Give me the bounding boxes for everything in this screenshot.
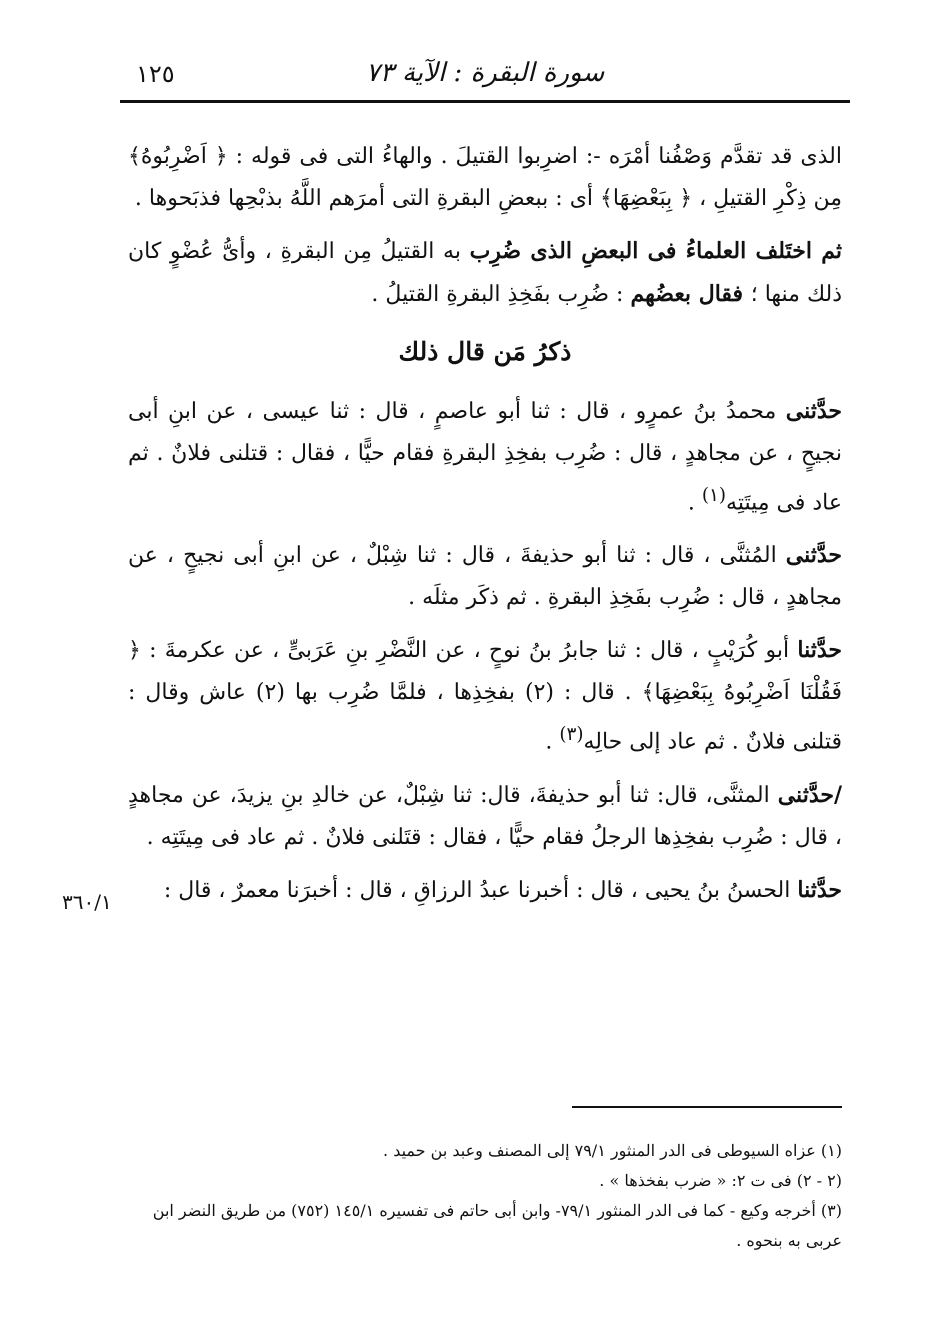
narration-lead: حدَّثنى	[785, 398, 842, 424]
narration-3	[128, 629, 842, 763]
page-number: ١٢٥	[136, 60, 175, 88]
intro-lead: ثم اختَلف العلماءُ فى البعضِ الذى ضُرِب	[469, 238, 842, 264]
narration-lead: /حدَّثنى	[777, 781, 842, 808]
narration-lead: حدَّثنا	[797, 876, 842, 903]
narration-text: المُثنَّى ، قال : ثنا أبو حذيفةَ ، قال : ثنا شِبْلٌ ، عن ابنِ أبى نجيحٍ ، عن مجاهدٍ ، قال : ضُرِب بفَخِذِ البقرةِ . ثم ذكَر مثلَه .	[128, 543, 842, 611]
footnote-2: (٢ - ٢) فى ت ٢: « ضرب بفخذها » .	[599, 1171, 842, 1190]
intro-text: به القتيلُ مِن البقرةِ ، وأىُّ عُضْوٍ كان ذلك منها ؛	[128, 239, 842, 307]
intro-paragraph-1: الذى قد تقدَّم وَصْفُنا أمْرَه -: اضرِبوا القتيلَ . والهاءُ التى فى قوله : ﴿ اَضْرِبُوهُ﴾ مِن ذِكْرِ القتيلِ ، ﴿ بِبَعْضِهَا﴾ أى : ببعضِ البقرةِ التى أمرَهم اللَّهُ بذبْحِها فذبَحوها .	[128, 144, 842, 211]
narration-lead: حدَّثنى	[785, 542, 842, 569]
intro-lead-2: فقال بعضُهم	[630, 281, 751, 307]
footnote-1: (١) عزاه السيوطى فى الدر المنثور ٧٩/١ إلى المصنف وعبد بن حميد .	[383, 1141, 842, 1160]
footnote-3: (٣) أخرجه وكيع - كما فى الدر المنثور ٧٩/١- وابن أبى حاتم فى تفسيره ١٤٥/١ (٧٥٢) من طريق النضر ابن عربى به بنحوه .	[152, 1201, 842, 1250]
intro-paragraph-2	[128, 230, 842, 316]
footnote-marker: (١)	[701, 485, 727, 506]
narration-5	[128, 869, 842, 912]
main-text	[128, 136, 842, 922]
running-title: سورة البقرة : الآية ٧٣	[365, 58, 605, 88]
narration-text: الحسنُ بنُ يحيى ، قال : أخبرنا عبدُ الرزاقِ ، قال : أخبرَنا معمرٌ ، قال :	[163, 877, 798, 903]
narration-text: المثنَّى، قال: ثنا أبو حذيفةَ، قال: ثنا شِبْلٌ، عن خالدِ بنِ يزيدَ، عن مجاهدٍ ، قال : ضُرِب بفخِذِها الرجلُ فقام حيًّا ، فقال : قتَلنى فلانٌ . ثم عاد فى مِيتَتِه .	[128, 782, 842, 850]
footnote-marker: (٣)	[559, 724, 584, 746]
narration-1	[128, 390, 842, 524]
narration-end: .	[687, 490, 702, 516]
footnote-rule	[572, 1106, 842, 1108]
narration-text: أبو كُرَيْبٍ ، قال : ثنا جابرُ بنُ نوحٍ ، عن النَّضْرِ بنِ عَرَبىٍّ ، عن عكرمةَ : ﴿ فَقُلْنَا اَضْرِبُوهُ بِبَعْضِهَا﴾ . قال : (٢) بفخِذِها ، فلمَّا ضُرِب بها (٢) عاش وقال : قتلنى فلانٌ . ثم عاد إلى حالِه	[128, 638, 842, 755]
intro-end: : ضُرِب بفَخِذِ البقرةِ القتيلُ .	[371, 282, 631, 307]
margin-reference: ٣٦٠/١	[62, 890, 112, 914]
footnotes	[128, 1136, 842, 1256]
page-header	[128, 52, 842, 98]
narration-end: .	[545, 729, 560, 755]
section-heading: ذكرُ مَن قال ذلك	[398, 337, 572, 366]
narration-text: محمدُ بنُ عمرٍو ، قال : ثنا أبو عاصمٍ ، قال : ثنا عيسى ، عن ابنِ أبى نجيحٍ ، عن مجاهدٍ ، قال : ضُرِب بفخِذِ البقرةِ فقام حيًّا ، فقال : قتلنى فلانٌ . ثم عاد فى مِيتَتِه	[128, 399, 843, 516]
narration-4	[128, 774, 842, 859]
header-rule	[120, 100, 850, 103]
narration-2	[128, 534, 842, 619]
narration-lead: حدَّثنا	[797, 637, 842, 664]
